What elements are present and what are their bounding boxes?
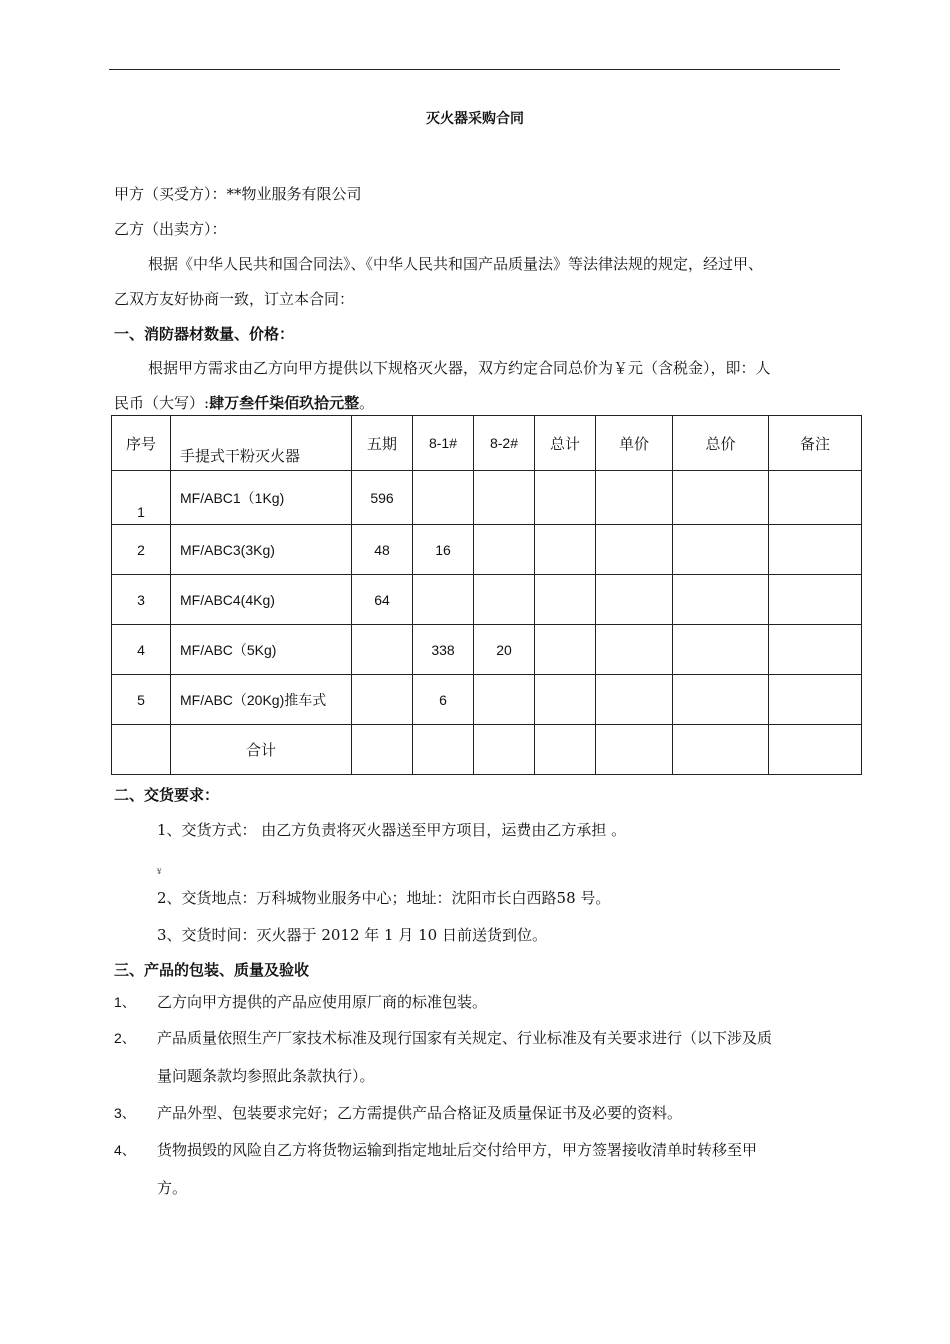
row-unit-price <box>596 625 673 675</box>
table-row <box>112 675 862 725</box>
row-8-2 <box>474 675 535 725</box>
row-total-price <box>673 471 769 525</box>
clause-number: 3、 <box>114 1105 136 1121</box>
intro-line-1: 根据《中华人民共和国合同法》、《中华人民共和国产品质量法》等法律法规的规定，经过甲、 <box>148 255 764 273</box>
row-total-price <box>673 625 769 675</box>
table-row <box>112 625 862 675</box>
row-no: 5 <box>112 675 171 725</box>
total-8-1 <box>413 725 474 775</box>
total-phase5 <box>352 725 413 775</box>
row-no: 3 <box>112 575 171 625</box>
header-product: 手提式干粉灭火器 <box>171 416 352 471</box>
row-remarks <box>769 525 862 575</box>
amount-suffix: 。 <box>359 394 375 412</box>
table-header-row <box>112 416 862 471</box>
row-product: MF/ABC4(4Kg) <box>171 575 352 625</box>
header-subtotal: 总计 <box>535 416 596 471</box>
row-no: 1 <box>112 471 171 525</box>
row-unit-price <box>596 575 673 625</box>
section-1-para-2 <box>114 393 374 413</box>
party-a-line: 甲方（买受方）：**物业服务有限公司 <box>114 185 362 203</box>
clause-text: 产品质量依照生产厂家技术标准及现行国家有关规定、行业标准及有关要求进行（以下涉及质 <box>157 1029 773 1047</box>
clause-text: 货物损毁的风险自乙方将货物运输到指定地址后交付给甲方，甲方签署接收清单时转移至甲 <box>157 1141 758 1159</box>
delivery-time: 3、交货时间：灭火器于 2012 年 1 月 10 日前送货到位。 <box>157 926 547 944</box>
delivery-location: 2、交货地点：万科城物业服务中心；地址：沈阳市长白西路58 号。 <box>157 889 611 907</box>
section-1-para-1: 根据甲方需求由乙方向甲方提供以下规格灭火器，双方约定合同总价为￥元（含税金），即：人 <box>148 359 771 377</box>
row-subtotal <box>535 471 596 525</box>
row-8-1: 16 <box>413 525 474 575</box>
party-b-line: 乙方（出卖方）： <box>114 220 227 238</box>
header-remarks: 备注 <box>769 416 862 471</box>
total-subtotal <box>535 725 596 775</box>
header-8-1: 8-1# <box>413 416 474 471</box>
row-unit-price <box>596 525 673 575</box>
row-8-1 <box>413 471 474 525</box>
header-rule <box>109 69 840 70</box>
row-total-price <box>673 575 769 625</box>
row-phase5 <box>352 625 413 675</box>
total-label: 合计 <box>171 725 352 775</box>
row-8-2: 20 <box>474 625 535 675</box>
row-product: MF/ABC3(3Kg) <box>171 525 352 575</box>
total-unit-price <box>596 725 673 775</box>
row-8-1: 338 <box>413 625 474 675</box>
row-remarks <box>769 625 862 675</box>
row-8-2 <box>474 471 535 525</box>
row-phase5: 64 <box>352 575 413 625</box>
section-2-heading: 二、交货要求： <box>114 786 220 804</box>
row-remarks <box>769 675 862 725</box>
row-8-1: 6 <box>413 675 474 725</box>
row-8-2 <box>474 525 535 575</box>
row-remarks <box>769 471 862 525</box>
clause-text-continued: 量问题条款均参照此条款执行）。 <box>157 1067 375 1085</box>
table-row <box>112 575 862 625</box>
row-unit-price <box>596 675 673 725</box>
clause-number: 2、 <box>114 1030 136 1046</box>
section-3-heading: 三、产品的包装、质量及验收 <box>114 961 310 979</box>
row-remarks <box>769 575 862 625</box>
row-total-price <box>673 675 769 725</box>
amount-prefix: 民币（大写）: <box>114 394 210 412</box>
row-product: MF/ABC1（1Kg) <box>171 471 352 525</box>
row-no: 4 <box>112 625 171 675</box>
document-title: 灭火器采购合同 <box>426 111 524 127</box>
header-8-2: 8-2# <box>474 416 535 471</box>
clause-text: 乙方向甲方提供的产品应使用原厂商的标准包装。 <box>157 993 488 1011</box>
header-phase5: 五期 <box>352 416 413 471</box>
row-subtotal <box>535 525 596 575</box>
row-subtotal <box>535 675 596 725</box>
amount-in-words: 肆万叁仟柒佰玖拾元整 <box>209 394 360 412</box>
delivery-method: 1、交货方式： 由乙方负责将灭火器送至甲方项目，运费由乙方承担 。 <box>157 821 627 839</box>
total-total-price <box>673 725 769 775</box>
row-no: 2 <box>112 525 171 575</box>
clause-number: 4、 <box>114 1142 136 1158</box>
row-8-1 <box>413 575 474 625</box>
stray-mark: ¥ <box>157 868 162 876</box>
row-subtotal <box>535 625 596 675</box>
row-phase5: 596 <box>352 471 413 525</box>
header-no: 序号 <box>112 416 171 471</box>
row-total-price <box>673 525 769 575</box>
table-row <box>112 471 862 525</box>
total-8-2 <box>474 725 535 775</box>
clause-text: 产品外型、包装要求完好；乙方需提供产品合格证及质量保证书及必要的资料。 <box>157 1104 683 1122</box>
row-8-2 <box>474 575 535 625</box>
item-table <box>111 415 862 775</box>
clause-text-continued: 方。 <box>157 1179 188 1197</box>
row-phase5: 48 <box>352 525 413 575</box>
section-1-heading: 一、消防器材数量、价格： <box>114 325 295 343</box>
total-no-cell <box>112 725 171 775</box>
header-total-price: 总价 <box>673 416 769 471</box>
row-subtotal <box>535 575 596 625</box>
table-row <box>112 525 862 575</box>
row-product: MF/ABC（5Kg) <box>171 625 352 675</box>
clause-number: 1、 <box>114 994 136 1010</box>
header-unit-price: 单价 <box>596 416 673 471</box>
total-remarks <box>769 725 862 775</box>
intro-line-2: 乙双方友好协商一致，订立本合同： <box>114 290 355 308</box>
table-total-row <box>112 725 862 775</box>
row-product: MF/ABC（20Kg)推车式 <box>171 675 352 725</box>
row-phase5 <box>352 675 413 725</box>
row-unit-price <box>596 471 673 525</box>
